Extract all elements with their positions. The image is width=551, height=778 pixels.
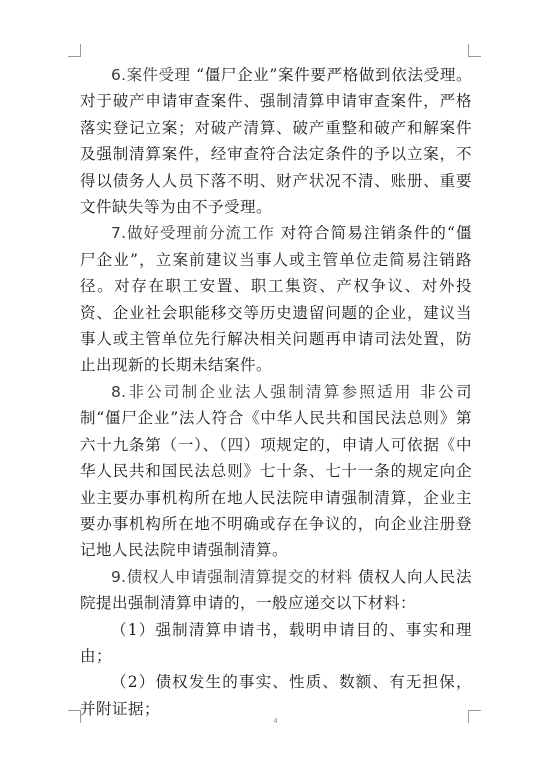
list-item-text: （2）债权发生的事实、性质、数额、有无担保，并附证据； [80,673,472,718]
crop-mark-top-left [68,44,81,57]
document-body [80,62,472,722]
crop-mark-top-right [468,44,481,57]
paragraph-text: “僵尸企业”案件要严格做到依法受理。对于破产申请审查案件、强制清算申请审查案件，严格落实登记立案；对破产清算、破产重整和破产和解案件及强制清算案件，经审查符合法定条件的予以立案，不得以债务人人员下落不明、财产状况不清、账册、重要文件缺失等为由不予受理。 [80,66,473,217]
paragraph-heading: 9.债权人申请强制清算提交的材料 [111,567,353,586]
paragraph-6 [80,62,472,220]
paragraph-text: 对符合简易注销条件的“僵尸企业”，立案前建议当事人或主管单位走简易注销路径。对存在职工安置、职工集资、产权争议、对外投资、企业社会职能移交等历史遗留问题的企业，建议当事人或主管单位先行解决相关问题再申请司法处置，防止出现新的长期未结案件。 [80,224,472,375]
page-number: 4 [273,717,278,725]
paragraph-heading: 6.案件受理 [111,66,191,84]
paragraph-heading: 8.非公司制企业法人强制清算参照适用 [111,382,413,401]
list-item-1 [80,617,472,670]
list-item-text: （1）强制清算申请书，载明申请目的、事实和理由； [80,620,472,665]
paragraph-9 [80,564,472,617]
paragraph-heading: 7.做好受理前分流工作 [111,224,275,243]
paragraph-7 [80,220,472,378]
paragraph-text: 债权人向人民法院提出强制清算申请的，一般应递交以下材料： [80,567,472,613]
list-item-2 [80,669,472,722]
paragraph-8 [80,379,472,564]
paragraph-text: 非公司制“僵尸企业”法人符合《中华人民共和国民法总则》第六十九条第（一）、（四）项规定的，申请人可依据《中华人民共和国民法总则》七十条、七十一条的规定向企业主要办事机构所在地人民法院申请强制清算，企业主要办事机构所在地不明确或存在争议的，向企业注册登记地人民法院申请强制清算。 [80,382,472,560]
